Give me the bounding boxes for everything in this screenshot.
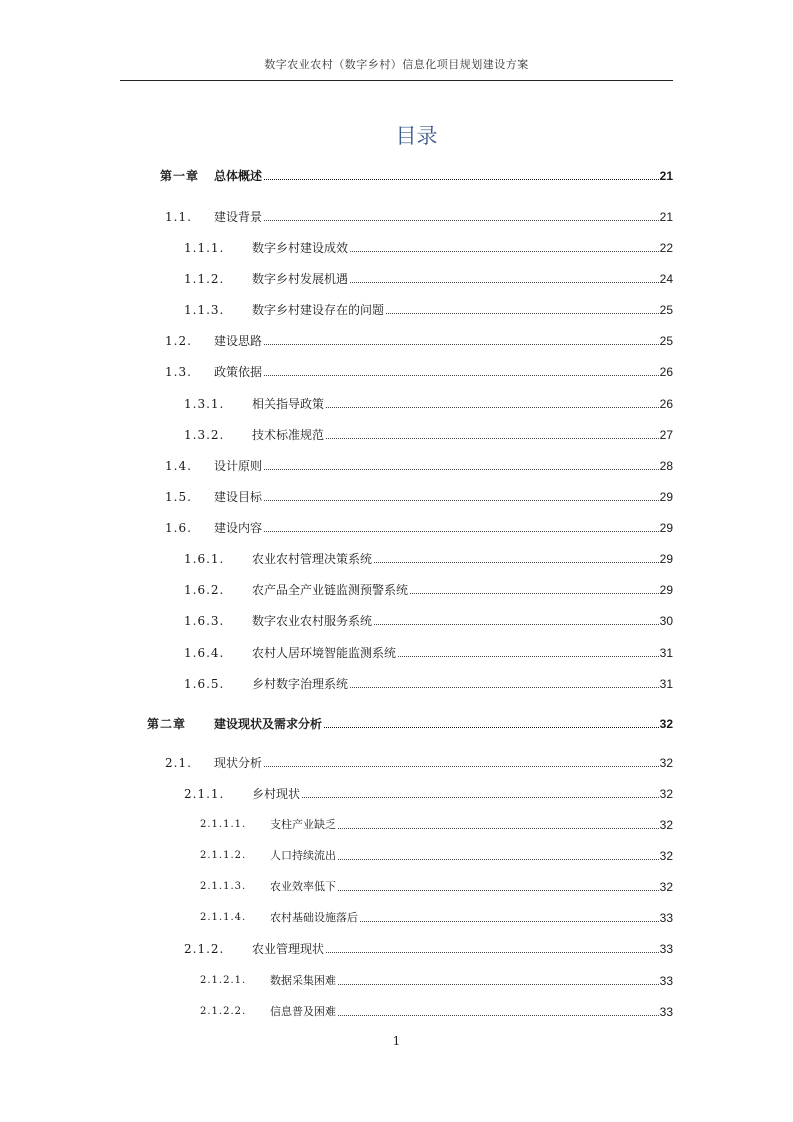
toc-entry-page: 33 <box>659 942 673 956</box>
toc-entry-title: 农村基础设施落后 <box>270 911 358 924</box>
toc-entry-number: 2.1.1.4. <box>200 912 247 923</box>
toc-entry-number: 1.6.3. <box>184 614 225 628</box>
toc-entry-title: 数字乡村建设存在的问题 <box>252 303 385 317</box>
toc-entry-number: 1.4. <box>165 459 192 473</box>
toc-entry[interactable] <box>184 613 673 629</box>
toc-entry-title: 相关指导政策 <box>252 397 325 411</box>
toc-dot-leader <box>264 766 659 767</box>
toc-dot-leader <box>264 500 659 501</box>
toc-entry-page: 25 <box>659 303 673 317</box>
toc-entry-page: 32 <box>659 849 673 863</box>
toc-chapter-entry[interactable] <box>147 716 673 732</box>
toc-entry-title: 技术标准规范 <box>252 428 325 442</box>
toc-entry[interactable] <box>165 458 673 474</box>
toc-entry-title: 支柱产业缺乏 <box>270 818 336 831</box>
toc-dot-leader <box>410 593 659 594</box>
toc-entry-number: 1.3.2. <box>184 428 225 442</box>
toc-entry-title: 总体概述 <box>214 169 263 183</box>
toc-entry-page: 33 <box>659 1005 673 1019</box>
toc-entry-page: 32 <box>659 756 673 770</box>
toc-entry[interactable] <box>184 240 673 256</box>
toc-entry-page: 25 <box>659 334 673 348</box>
toc-dot-leader <box>326 952 659 953</box>
toc-entry[interactable] <box>184 271 673 287</box>
toc-entry-title: 农业效率低下 <box>270 880 336 893</box>
toc-title: 目录 <box>395 124 438 148</box>
toc-entry-number: 2.1.2.2. <box>200 1006 247 1017</box>
toc-entry-number: 2.1.1. <box>184 787 225 801</box>
toc-entry-number: 1.5. <box>165 490 192 504</box>
toc-entry-page: 29 <box>659 521 673 535</box>
toc-entry-page: 21 <box>659 210 673 224</box>
toc-dot-leader <box>264 469 659 470</box>
toc-entry-page: 21 <box>659 169 673 183</box>
toc-dot-leader <box>398 656 659 657</box>
toc-entry-page: 28 <box>659 459 673 473</box>
toc-entry-number: 2.1. <box>165 756 192 770</box>
toc-entry-number: 1.3.1. <box>184 397 225 411</box>
toc-entry-page: 32 <box>659 787 673 801</box>
toc-dot-leader <box>338 828 659 829</box>
toc-entry[interactable] <box>200 973 673 989</box>
toc-dot-leader <box>326 407 659 408</box>
toc-entry-title: 农业农村管理决策系统 <box>252 552 373 566</box>
toc-dot-leader <box>264 375 659 376</box>
toc-entry-number: 第二章 <box>147 717 187 731</box>
toc-entry[interactable] <box>184 551 673 567</box>
toc-entry-title: 农村人居环境智能监测系统 <box>252 646 397 660</box>
toc-entry[interactable] <box>165 489 673 505</box>
toc-entry-number: 1.6.4. <box>184 646 225 660</box>
toc-entry-number: 1.6.5. <box>184 677 225 691</box>
toc-entry-page: 32 <box>659 717 673 731</box>
toc-entry-page: 26 <box>659 365 673 379</box>
toc-entry-page: 24 <box>659 272 673 286</box>
running-header: 数字农业农村（数字乡村）信息化项目规划建设方案 <box>264 58 529 71</box>
toc-entry-number: 2.1.1.1. <box>200 819 247 830</box>
toc-entry-page: 26 <box>659 397 673 411</box>
toc-dot-leader <box>350 282 659 283</box>
toc-entry-page: 33 <box>659 911 673 925</box>
toc-entry-title: 政策依据 <box>214 365 263 379</box>
header-divider <box>120 80 673 81</box>
toc-chapter-entry[interactable] <box>160 168 673 184</box>
toc-entry[interactable] <box>200 817 673 833</box>
toc-entry[interactable] <box>184 302 673 318</box>
page-number: 1 <box>392 1034 401 1048</box>
toc-dot-leader <box>264 531 659 532</box>
toc-entry-title: 农产品全产业链监测预警系统 <box>252 583 409 597</box>
toc-entry-number: 1.1.2. <box>184 272 225 286</box>
toc-entry[interactable] <box>165 364 673 380</box>
toc-dot-leader <box>374 562 659 563</box>
toc-entry-title: 信息普及困难 <box>270 1005 336 1018</box>
toc-entry-title: 乡村数字治理系统 <box>252 677 349 691</box>
toc-entry-title: 数字乡村建设成效 <box>252 241 349 255</box>
toc-entry-page: 31 <box>659 646 673 660</box>
toc-entry-page: 29 <box>659 583 673 597</box>
toc-entry[interactable] <box>184 582 673 598</box>
toc-dot-leader <box>374 624 659 625</box>
toc-entry-title: 建设现状及需求分析 <box>214 717 323 731</box>
toc-dot-leader <box>360 921 659 922</box>
toc-entry-number: 1.2. <box>165 334 192 348</box>
toc-entry-title: 建设思路 <box>214 334 263 348</box>
toc-entry-page: 29 <box>659 490 673 504</box>
toc-entry-number: 2.1.2. <box>184 942 225 956</box>
toc-entry-title: 农业管理现状 <box>252 942 325 956</box>
toc-entry[interactable] <box>184 396 673 412</box>
toc-dot-leader <box>338 859 659 860</box>
toc-dot-leader <box>350 687 659 688</box>
toc-entry[interactable] <box>184 676 673 692</box>
toc-entry[interactable] <box>165 755 673 771</box>
toc-entry-title: 数字农业农村服务系统 <box>252 614 373 628</box>
toc-entry-page: 32 <box>659 880 673 894</box>
toc-entry-number: 2.1.2.1. <box>200 975 247 986</box>
toc-dot-leader <box>326 438 659 439</box>
toc-entry[interactable] <box>165 520 673 536</box>
toc-entry-title: 数据采集困难 <box>270 974 336 987</box>
toc-entry-page: 31 <box>659 677 673 691</box>
toc-entry-number: 1.6.1. <box>184 552 225 566</box>
toc-entry[interactable] <box>184 645 673 661</box>
toc-entry-title: 建设内容 <box>214 521 263 535</box>
toc-entry[interactable] <box>200 879 673 895</box>
toc-entry-page: 29 <box>659 552 673 566</box>
toc-dot-leader <box>338 1015 659 1016</box>
toc-entry[interactable] <box>200 848 673 864</box>
toc-entry-number: 1.3. <box>165 365 192 379</box>
toc-entry[interactable] <box>184 427 673 443</box>
toc-entry-page: 27 <box>659 428 673 442</box>
toc-dot-leader <box>338 984 659 985</box>
toc-entry-number: 第一章 <box>160 169 200 183</box>
toc-dot-leader <box>338 890 659 891</box>
toc-entry[interactable] <box>165 333 673 349</box>
toc-entry-number: 1.6. <box>165 521 192 535</box>
toc-entry[interactable] <box>165 209 673 225</box>
toc-entry-title: 现状分析 <box>214 756 263 770</box>
toc-entry-title: 建设目标 <box>214 490 263 504</box>
toc-entry-title: 乡村现状 <box>252 787 301 801</box>
toc-entry-number: 2.1.1.3. <box>200 881 247 892</box>
toc-entry[interactable] <box>184 941 673 957</box>
toc-entry-number: 2.1.1.2. <box>200 850 247 861</box>
toc-entry-title: 人口持续流出 <box>270 849 336 862</box>
toc-entry[interactable] <box>200 1004 673 1020</box>
toc-entry-number: 1.1.1. <box>184 241 225 255</box>
toc-entry-number: 1.1. <box>165 210 192 224</box>
toc-dot-leader <box>350 251 659 252</box>
toc-entry[interactable] <box>184 786 673 802</box>
toc-dot-leader <box>302 797 659 798</box>
toc-dot-leader <box>264 179 659 180</box>
toc-dot-leader <box>386 313 659 314</box>
toc-entry-title: 数字乡村发展机遇 <box>252 272 349 286</box>
toc-entry[interactable] <box>200 910 673 926</box>
toc-dot-leader <box>264 220 659 221</box>
toc-entry-page: 32 <box>659 818 673 832</box>
toc-entry-title: 设计原则 <box>214 459 263 473</box>
toc-entry-page: 22 <box>659 241 673 255</box>
toc-dot-leader <box>264 344 659 345</box>
toc-entry-number: 1.1.3. <box>184 303 225 317</box>
toc-entry-number: 1.6.2. <box>184 583 225 597</box>
toc-entry-page: 30 <box>659 614 673 628</box>
toc-entry-title: 建设背景 <box>214 210 263 224</box>
toc-entry-page: 33 <box>659 974 673 988</box>
toc-dot-leader <box>324 727 659 728</box>
